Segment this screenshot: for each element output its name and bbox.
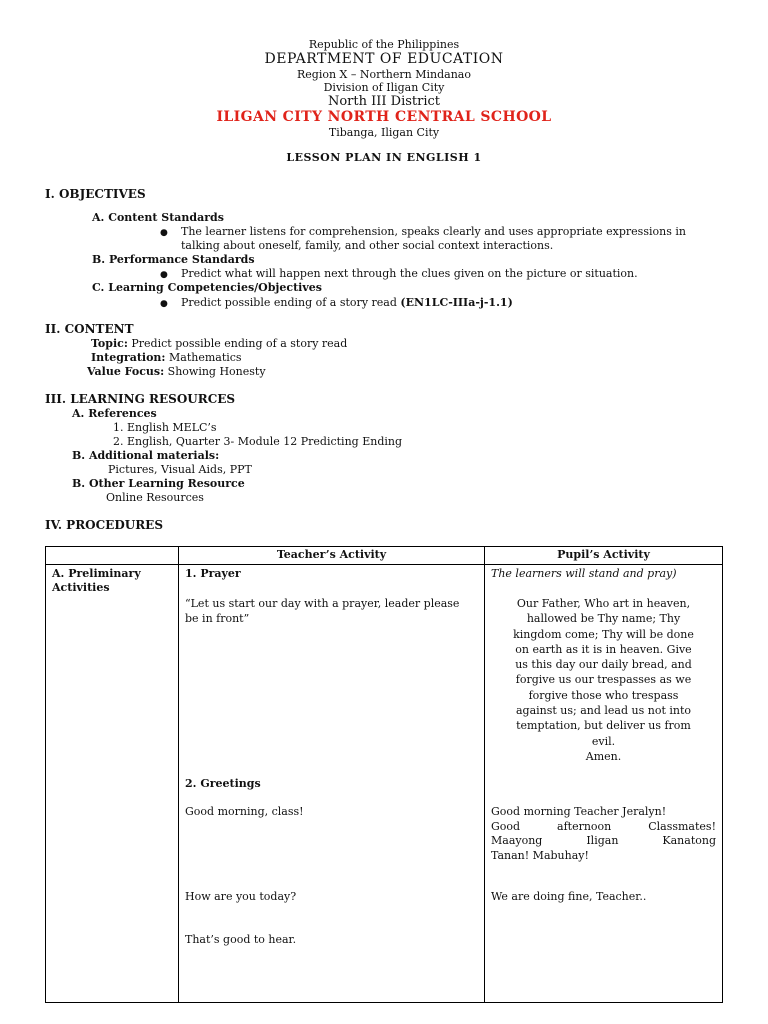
prayer-text (491, 596, 716, 764)
department-title: DEPARTMENT OF EDUCATION (264, 51, 504, 67)
table-row (46, 565, 723, 1003)
value-focus-label: Value Focus: (87, 365, 165, 378)
competencies-value: Predict possible ending of a story read (181, 296, 397, 309)
greet-pupil-line: Good morning Teacher Jeralyn! (491, 805, 667, 818)
performance-standards-text: Predict what will happen next through the clues given on the picture or situation. (181, 267, 638, 280)
prayer-title: 1. Prayer (185, 567, 241, 580)
row-label-line-1: A. Preliminary (52, 567, 141, 580)
good-teacher: That’s good to hear. (185, 933, 297, 946)
competencies-label: C. Learning Competencies/Objectives (92, 281, 322, 294)
additional-materials-label: B. Additional materials: (72, 449, 220, 462)
topic-line (91, 337, 347, 350)
prayer-pupil-intro: The learners will stand and pray) (491, 567, 677, 580)
reference-1: 1. English MELC’s (113, 421, 217, 434)
other-resource-label: B. Other Learning Resource (72, 477, 245, 490)
bullet-icon: ● (160, 270, 168, 280)
prayer-line: evil. (591, 734, 616, 748)
prayer-line: temptation, but deliver us from (516, 719, 691, 733)
prayer-line: kingdom come; Thy will be done (513, 627, 694, 641)
prayer-line: Our Father, Who art in heaven, (516, 597, 691, 610)
additional-materials-value: Pictures, Visual Aids, PPT (108, 463, 252, 476)
prayer-line: Amen. (585, 749, 622, 763)
district-line: North III District (327, 94, 441, 109)
address-line: Tibanga, Iligan City (328, 126, 440, 139)
row-label-line-2: Activities (52, 580, 110, 594)
content-heading: II. CONTENT (45, 322, 134, 336)
region-line: Region X – Northern Mindanao (297, 68, 471, 81)
greetings-title: 2. Greetings (185, 777, 261, 790)
integration-value: Mathematics (169, 351, 242, 364)
reference-2: 2. English, Quarter 3- Module 12 Predicting Ending (113, 435, 403, 448)
content-standards-text-1: The learner listens for comprehension, speaks clearly and uses appropriate expressions in (181, 225, 686, 238)
procedures-table (45, 546, 723, 1003)
how-teacher: How are you today? (185, 890, 297, 903)
teacher-activity-cell (179, 565, 485, 1003)
row-label-cell (46, 565, 179, 1003)
school-name: ILIGAN CITY NORTH CENTRAL SCHOOL (216, 109, 552, 125)
republic-line: Republic of the Philippines (308, 38, 460, 51)
competencies-text (181, 296, 513, 309)
prayer-line: forgive those who trespass (528, 688, 679, 702)
pupil-activity-cell (485, 565, 723, 1003)
topic-label: Topic: (91, 337, 128, 350)
objectives-heading: I. OBJECTIVES (45, 187, 146, 201)
prayer-line: on earth as it is in heaven. Give (515, 642, 692, 656)
other-resource-value: Online Resources (106, 491, 204, 504)
how-pupil: We are doing fine, Teacher.. (491, 890, 647, 903)
bullet-icon: ● (160, 299, 168, 309)
prayer-line: forgive us our trespasses as we (515, 673, 692, 687)
integration-line (91, 351, 242, 364)
header-cell-empty (46, 547, 179, 565)
prayer-teacher-line-2: be in front” (185, 612, 250, 625)
performance-standards-label: B. Performance Standards (92, 253, 255, 266)
prayer-teacher-line-1: “Let us start our day with a prayer, leader please (185, 597, 460, 610)
procedures-heading: IV. PROCEDURES (45, 518, 163, 532)
greet-pupil-line: Tanan! Mabuhay! (491, 848, 589, 862)
topic-value: Predict possible ending of a story read (131, 337, 348, 350)
plan-title: LESSON PLAN IN ENGLISH 1 (286, 151, 482, 164)
competencies-code: (EN1LC-IIIa-j-1.1) (400, 296, 513, 309)
value-focus-line (87, 365, 266, 378)
header-teacher-activity: Teacher’s Activity (179, 547, 485, 565)
greet-pupil-line: Maayong Iligan Kanatong (491, 834, 716, 847)
table-header-row (46, 547, 723, 565)
content-standards-text-2: talking about oneself, family, and other social context interactions. (181, 239, 554, 252)
prayer-line: against us; and lead us not into (515, 704, 692, 718)
division-line: Division of Iligan City (323, 81, 445, 94)
prayer-line: hallowed be Thy name; Thy (526, 612, 681, 626)
references-label: A. References (72, 407, 157, 420)
resources-heading: III. LEARNING RESOURCES (45, 392, 236, 406)
prayer-line: us this day our daily bread, and (515, 658, 692, 672)
greet-pupil (491, 805, 716, 863)
greet-pupil-line: Good afternoon Classmates! (491, 819, 716, 833)
greet-teacher: Good morning, class! (185, 805, 304, 818)
integration-label: Integration: (91, 351, 166, 364)
bullet-icon: ● (160, 228, 168, 238)
header-pupil-activity: Pupil’s Activity (485, 547, 723, 565)
value-focus-value: Showing Honesty (167, 365, 266, 378)
content-standards-label: A. Content Standards (92, 211, 224, 224)
